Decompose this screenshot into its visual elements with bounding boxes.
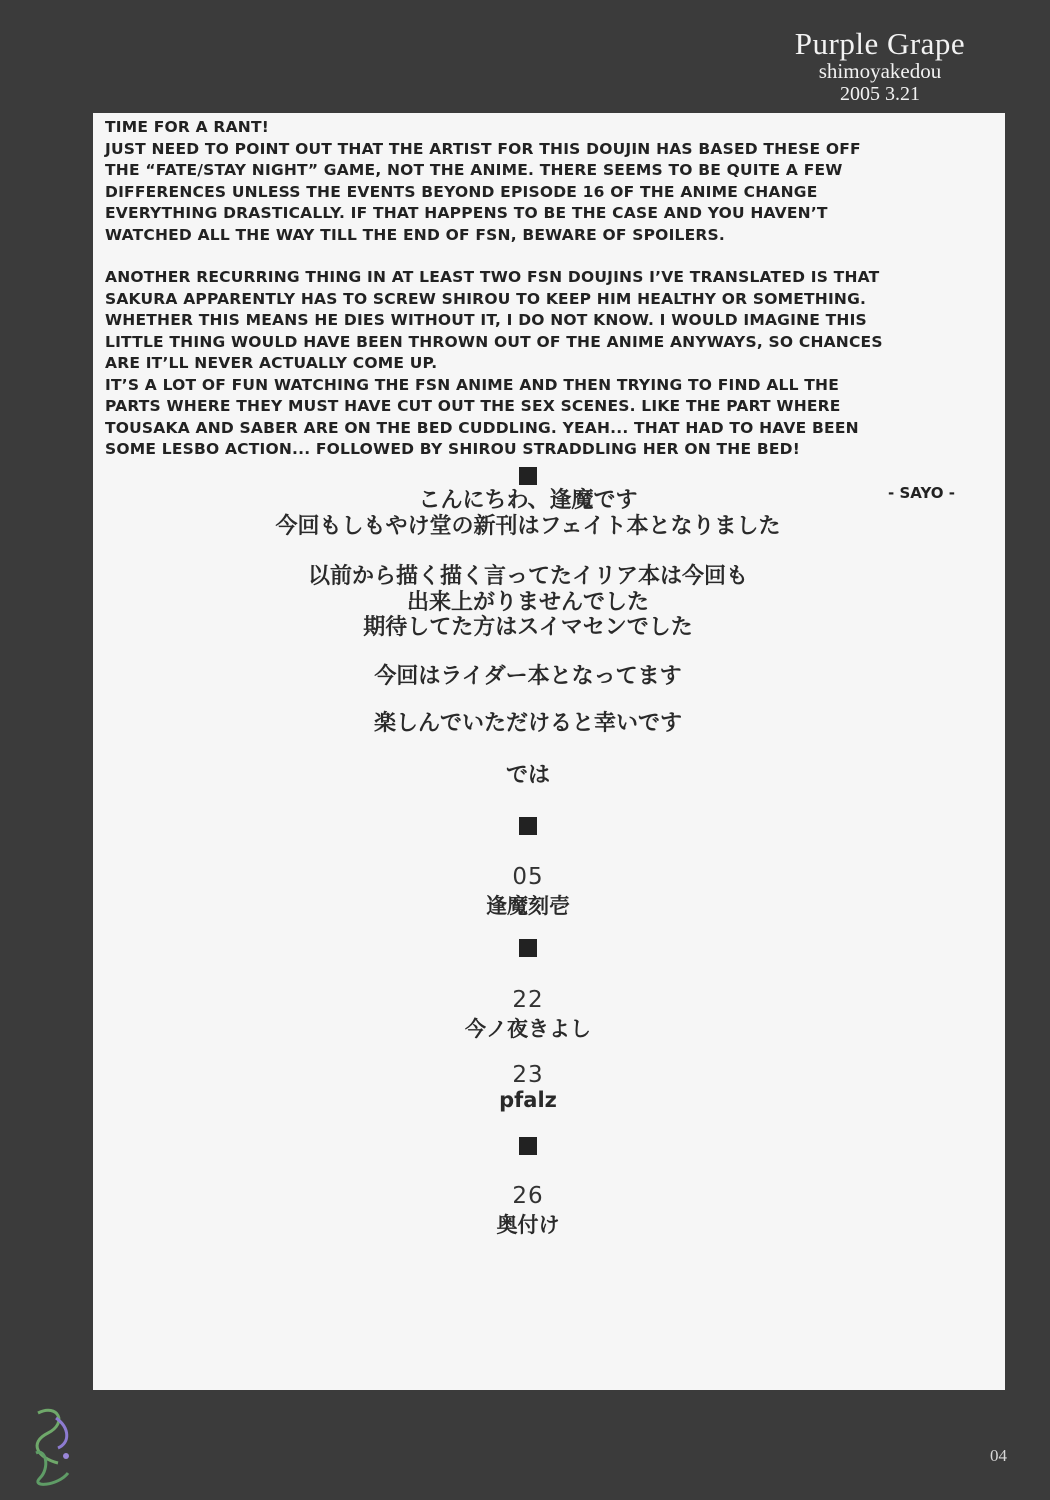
- message-line: 今回もしもやけ堂の新刊はフェイト本となりました: [275, 514, 781, 539]
- publish-date: 2005 3.21: [840, 83, 920, 105]
- rant-line: EVERYTHING DRASTICALLY. IF THAT HAPPENS TO BE THE CASE AND YOU HAVEN’T: [105, 204, 828, 222]
- divider-square: [93, 467, 963, 489]
- page-number: 04: [990, 1446, 1007, 1465]
- scanlation-watermark-logo: [28, 1398, 78, 1488]
- rant-line: TIME FOR A RANT!: [105, 118, 269, 136]
- book-header: [750, 28, 1010, 104]
- rant-line: WHETHER THIS MEANS HE DIES WITHOUT IT, I DO NOT KNOW. I WOULD IMAGINE THIS: [105, 311, 867, 329]
- signature: - SAYO -: [888, 484, 955, 502]
- rant-line: ARE IT’LL NEVER ACTUALLY COME UP.: [105, 354, 438, 372]
- rant-line: WATCHED ALL THE WAY TILL THE END OF FSN, BEWARE OF SPOILERS.: [105, 225, 725, 244]
- contents-page: 23: [512, 1062, 544, 1088]
- contents-page: 26: [512, 1183, 544, 1209]
- contents-page: 05: [512, 864, 544, 890]
- circle-name: shimoyakedou: [818, 59, 942, 83]
- book-title: Purple Grape: [794, 26, 966, 61]
- divider-square: [93, 1137, 963, 1159]
- rant-line: PARTS WHERE THEY MUST HAVE CUT OUT THE SEX SCENES. LIKE THE PART WHERE: [105, 397, 841, 415]
- content-panel: [93, 113, 1005, 1390]
- rant-line: IT’S A LOT OF FUN WATCHING THE FSN ANIME AND THEN TRYING TO FIND ALL THE: [105, 375, 840, 394]
- message-line: 以前から描く描く言ってたイリア本は今回も: [307, 564, 748, 589]
- divider-square: [93, 817, 963, 839]
- message-line: 出来上がりませんでした: [406, 590, 649, 615]
- message-line: では: [505, 763, 550, 788]
- message-line: 今回はライダー本となってます: [374, 664, 682, 689]
- rant-line: DIFFERENCES UNLESS THE EVENTS BEYOND EPISODE 16 OF THE ANIME CHANGE: [105, 182, 818, 201]
- rant-line: SAKURA APPARENTLY HAS TO SCREW SHIROU TO KEEP HIM HEALTHY OR SOMETHING.: [105, 289, 867, 308]
- paragraph-gap: [105, 246, 985, 267]
- contents-name: 奥付け: [496, 1213, 560, 1237]
- contents-name: pfalz: [499, 1088, 557, 1112]
- rant-line: TOUSAKA AND SABER ARE ON THE BED CUDDLING. YEAH... THAT HAD TO HAVE BEEN: [105, 418, 859, 437]
- divider-square: [93, 939, 963, 961]
- rant-line: ANOTHER RECURRING THING IN AT LEAST TWO FSN DOUJINS I’VE TRANSLATED IS THAT: [105, 268, 880, 286]
- rant-line: THE “FATE/STAY NIGHT” GAME, NOT THE ANIME. THERE SEEMS TO BE QUITE A FEW: [105, 161, 843, 179]
- contents-name: 逢魔刻壱: [486, 894, 570, 918]
- contents-name: 今ノ夜きよし: [465, 1017, 591, 1041]
- rant-line: SOME LESBO ACTION... FOLLOWED BY SHIROU STRADDLING HER ON THE BED!: [105, 440, 800, 458]
- message-line: 期待してた方はスイマセンでした: [363, 615, 693, 640]
- rant-line: JUST NEED TO POINT OUT THAT THE ARTIST FOR THIS DOUJIN HAS BASED THESE OFF: [105, 139, 861, 158]
- translator-note: [105, 117, 985, 461]
- rant-line: LITTLE THING WOULD HAVE BEEN THROWN OUT OF THE ANIME ANYWAYS, SO CHANCES: [105, 332, 883, 351]
- message-line: こんにちわ、逢魔です: [418, 488, 638, 513]
- message-line: 楽しんでいただけると幸いです: [373, 711, 682, 736]
- contents-page: 22: [512, 987, 544, 1013]
